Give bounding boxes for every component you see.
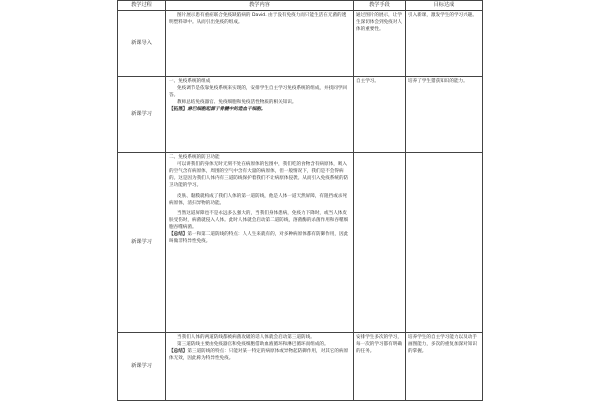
table-header-row bbox=[118, 1, 483, 11]
table-row bbox=[118, 77, 483, 153]
row-content bbox=[166, 11, 354, 77]
extension-note bbox=[169, 106, 350, 113]
row-content bbox=[166, 77, 354, 153]
section-heading: 一、免疫系统的组成 bbox=[169, 79, 211, 85]
header-means: 教学手段 bbox=[354, 1, 406, 11]
row-process: 新课学习 bbox=[118, 153, 166, 333]
content-paragraph: 当我们人体的两道防线都被病菌攻破的话人体就会启动第三道防线。 bbox=[177, 335, 315, 341]
header-process: 教学过程 bbox=[118, 1, 166, 11]
section-heading: 二、免疫系统的防卫功能 bbox=[169, 155, 220, 161]
content-paragraph: 第三道防线主要由免疫器官和免疫细胞借助血液循环和淋巴循环而组成的。 bbox=[177, 342, 329, 348]
header-goal: 目标达成 bbox=[406, 1, 483, 11]
row-means: 安排学生多次的学习，每一次的学习都有明确的任务。 bbox=[354, 333, 406, 401]
summary-note bbox=[169, 348, 350, 362]
lesson-plan-table bbox=[117, 0, 483, 401]
row-goal: 培养学生的自主学习能力以及动手画图能力，多次的重复加深对知识的掌握。 bbox=[406, 333, 483, 401]
content-paragraph: 皮肤、黏膜就构成了我们人体的第一道防线，他是人体一道天然屏障，有阻挡或杀死病原体，清扫异物的功能。 bbox=[169, 193, 347, 206]
content-paragraph: 当然这道屏障也不是永远多么强大的，当我们身体患病，免疫力下降时，或当人体皮肤受伤时，病菌就侵入人体。此时人体就会启动第二道防线，溶菌酶的杀菌作用和吞噬细胞吞噬病菌。 bbox=[169, 210, 349, 230]
content-paragraph: 可以讲我们的身体无时无刻不处在病原体的包围中，我们吃的食物含有病原体，吸入的空气含有病原体，周围的空气中含有大量的病原体，但一般情况下，我们是不会得病的。这是因为我们人体内有三道防线保护着我们不让病原体侵袭。从而引入免疫系统的防卫功能的学习。 bbox=[169, 162, 349, 189]
content-paragraph: 教师总结免疫器官、免疫细胞和免疫活性物质的相关知识。 bbox=[177, 100, 297, 106]
row-means: 通过图片的展示，让学生深切体会到免疫对人体的重要性。 bbox=[354, 11, 406, 77]
table-row bbox=[118, 11, 483, 77]
row-process: 新课学习 bbox=[118, 77, 166, 153]
row-process: 新课导入 bbox=[118, 11, 166, 77]
row-goal bbox=[406, 153, 483, 333]
content-paragraph: 图片展示患有重症联合免疫缺陷病的 David. 由于没有免疫力而只能生活在无菌的透明塑料罩中。从而引出免疫的组成。 bbox=[169, 13, 347, 26]
content-paragraph: 免疫调节是依靠免疫系统来实现的，安排学生自主学习免疫系统的组成，并找同学回答。 bbox=[169, 86, 347, 99]
row-content bbox=[166, 333, 354, 401]
extension-text: 淋巴细胞起源于骨髓中的造血干细胞。 bbox=[187, 107, 266, 113]
row-goal: 引入新课，激发学生的学习兴趣。 bbox=[406, 11, 483, 77]
row-content bbox=[166, 153, 354, 333]
header-content: 教学内容 bbox=[166, 1, 354, 11]
lesson-plan-page bbox=[117, 0, 482, 400]
summary-note bbox=[169, 231, 350, 245]
summary-text: 第三道防线的特点：只能对某一特定的病原体或异物起防御作用，对其它的病原体无效，因此称为特异性免疫。 bbox=[169, 349, 349, 362]
extension-label: 【拓展】 bbox=[169, 107, 188, 113]
row-means: 自主学习。 bbox=[354, 77, 406, 153]
summary-label: 【总结】 bbox=[169, 232, 188, 238]
summary-text: 第一和第二道防线的特点：人人生来就有的，对多种病原体都有防御作用，因此叫做非特异性免疫。 bbox=[169, 232, 349, 245]
row-means bbox=[354, 153, 406, 333]
row-process: 新课学习 bbox=[118, 333, 166, 401]
table-row bbox=[118, 153, 483, 333]
row-goal: 培养了学生猎获知识的能力。 bbox=[406, 77, 483, 153]
table-row bbox=[118, 333, 483, 401]
summary-label: 【总结】 bbox=[169, 349, 188, 355]
